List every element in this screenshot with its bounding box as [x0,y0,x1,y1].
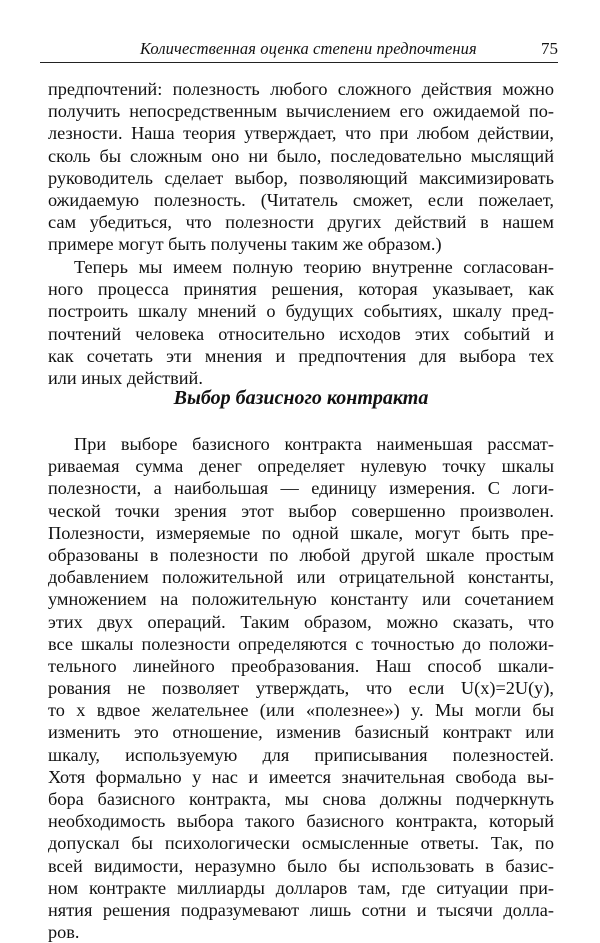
text-line: полезности, а наибольшая — единицу измерения. С логи- [48,478,554,499]
paragraph-continuation [48,78,554,256]
text-line: нятия решения подразумевают лишь сотни и тысячи долла- [48,899,554,920]
text-line: ческой точки зрения этот выбор совершенно произволен. [48,500,554,521]
text-line: бора базисного контракта, мы снова должны подчеркнуть [48,789,554,809]
text-line: рования не позволяет утверждать, что если U(x)=2U(y), [48,678,554,699]
running-title: Количественная оценка степени предпочтения [140,39,477,58]
running-header [40,36,558,63]
section-heading: Выбор базисного контракта [173,387,429,409]
text-line: сам убедиться, что полезности других действий в нашем [48,212,554,233]
text-line: При выборе базисного контракта наименьшая рассмат- [74,434,554,454]
text-line: всей видимости, неразумно было бы использовать в базис- [48,855,554,876]
text-line: руководитель сделает выбор, позволяющий максимизировать [48,167,554,188]
text-line: предпочтений: полезность любого сложного действия можно [48,79,554,99]
paragraph-theory [48,256,554,389]
text-line: необходимость выбора такого базисного контракта, который [48,811,554,832]
text-line: построить шкалу мнений о будущих событиях, шкалу пред- [48,301,554,322]
text-line: добавлением положительной или отрицательной константы, [48,567,554,588]
text-line: лезности. Наша теория утверждает, что при любом действии, [48,123,554,144]
text-line: Полезности, измеряемые по одной шкале, могут быть пре- [48,522,554,543]
text-line: или иных действий. [48,367,203,388]
text-line: получить непосредственным вычислением его ожидаемой по- [48,101,554,122]
text-line: ном контракте миллиарды долларов там, где ситуации при- [48,877,554,898]
text-line: как сочетать эти мнения и предпочтения для выбора тех [48,345,554,366]
text-line: допускал бы психологически осмысленные ответы. Так, по [48,833,554,854]
text-line: ожидаемую полезность. (Читатель сможет, если пожелает, [48,189,554,210]
text-line: риваемая сумма денег определяет нулевую точку шкалы [48,456,554,477]
text-line: изменить это отношение, изменив базисный контракт или [48,722,554,743]
text-line: ного процесса принятия решения, которая указывает, как [48,279,554,300]
paragraph-basic-contract [48,433,554,943]
text-line: этих двух операций. Таким образом, можно сказать, что [48,611,554,632]
text-line: то x вдвое желательнее (или «полезнее») y. Мы могли бы [48,700,554,721]
text-line: тельного линейного преобразования. Наш способ шкали- [48,655,554,676]
text-line: образованы в полезности по любой другой шкале простым [48,544,554,565]
text-line: примере могут быть получены таким же образом.) [48,234,442,255]
text-line: шкалу, используемую для приписывания полезностей. [48,744,554,765]
text-line: ров. [48,922,80,943]
text-line: все шкалы полезности определяются с точностью до положи- [48,633,554,654]
text-line: сколь бы сложным оно ни было, последовательно мыслящий [48,145,554,166]
text-line: Хотя формально у нас и имеется значительная свобода вы- [48,766,554,787]
page-number: 75 [541,39,558,58]
text-line: Теперь мы имеем полную теорию внутренне согласован- [74,257,554,277]
text-line: почтений человека относительно исходов этих событий и [48,323,554,344]
text-line: умножением на положительную константу или сочетанием [48,589,554,610]
